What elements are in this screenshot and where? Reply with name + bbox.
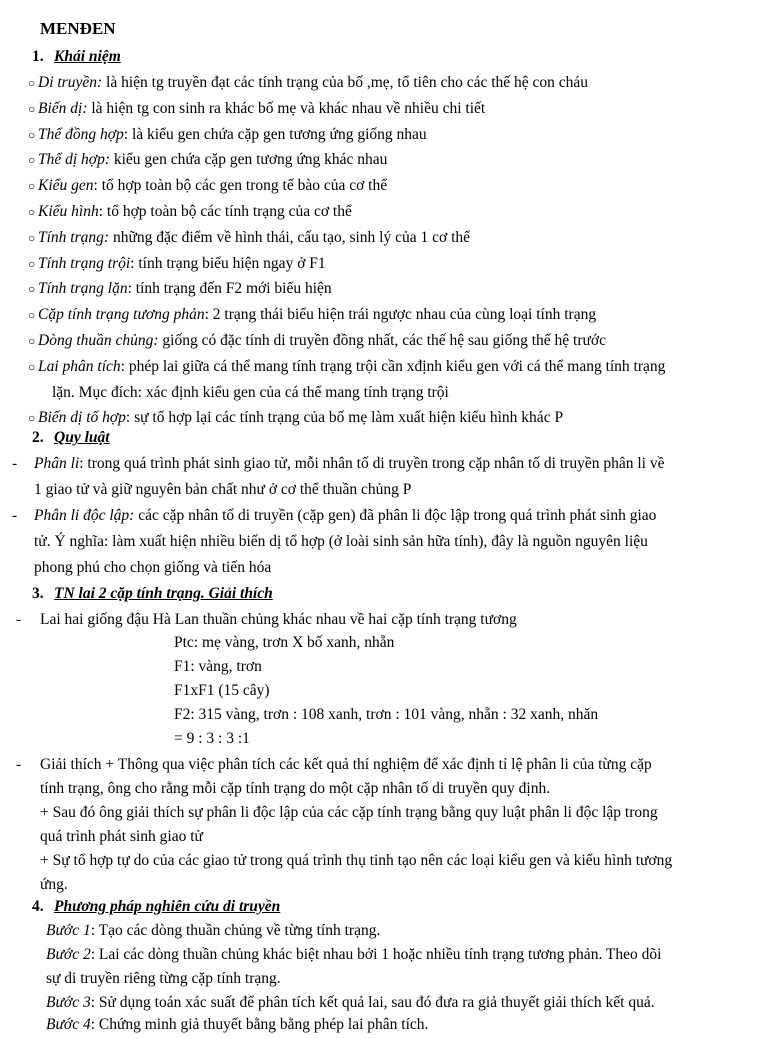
experiment-ratio: = 9 : 3 : 3 :1 bbox=[174, 730, 250, 747]
definition-item bbox=[28, 70, 760, 97]
document-title: MENĐEN bbox=[40, 19, 116, 38]
paragraph-line bbox=[34, 451, 760, 477]
definition-text: : là kiểu gen chứa cặp gen tương ứng giống nhau bbox=[123, 125, 427, 143]
section-1-heading bbox=[32, 44, 121, 70]
definition-text: : trong quá trình phát sinh giao tử, mỗi nhân tố di truyền trong cặp nhân tố di truyền phân li về bbox=[79, 455, 665, 472]
circle-bullet-icon: ○ bbox=[28, 411, 36, 426]
step-text: : Chứng minh giả thuyết bằng bằng phép lai phân tích. bbox=[90, 1016, 429, 1033]
definition-item bbox=[28, 302, 760, 329]
circle-bullet-icon: ○ bbox=[28, 127, 36, 142]
circle-bullet-icon: ○ bbox=[28, 334, 36, 348]
term: Lai phân tích bbox=[38, 357, 121, 375]
step-2-continued: sự di truyền riêng từng cặp tính trạng. bbox=[46, 970, 281, 987]
term: Dòng thuần chủng: bbox=[38, 332, 159, 349]
paragraph-line: 1 giao tử và giữ nguyên bản chất như ở cơ thể thuần chủng P bbox=[34, 481, 412, 498]
experiment-intro: Lai hai giống đậu Hà Lan thuần chủng khác nhau về hai cặp tính trạng tương bbox=[40, 611, 517, 628]
circle-bullet-icon: ○ bbox=[28, 230, 36, 245]
dash-bullet: - bbox=[16, 611, 22, 628]
paragraph-line: tử. Ý nghĩa: làm xuất hiện nhiều biến dị tổ hợp (ở loài sinh sản hữa tính), đây là nguồn nguyên liệu bbox=[34, 533, 648, 550]
definition-text: lặn. Mục đích: xác định kiểu gen của cá thể mang tính trạng trội bbox=[52, 383, 449, 401]
term: Biến dị tổ hợp bbox=[38, 409, 126, 427]
experiment-line: Ptc: mẹ vàng, trơn X bố xanh, nhẵn bbox=[174, 634, 395, 651]
experiment-line: F1: vàng, trơn bbox=[174, 658, 262, 675]
section-number: 3. bbox=[32, 585, 44, 602]
section-3-heading bbox=[32, 581, 273, 607]
term: Tính trạng lặn bbox=[38, 280, 128, 298]
section-number: 2. bbox=[32, 429, 44, 446]
step-4 bbox=[46, 1012, 760, 1038]
circle-bullet-icon: ○ bbox=[28, 282, 36, 297]
definition-text: là hiện tg con sinh ra khác bố mẹ và khác nhau về nhiều chi tiết bbox=[87, 99, 486, 117]
definition-text: các cặp nhân tố di truyền (cặp gen) đã phân li độc lập trong quá trình phát sinh giao bbox=[134, 507, 657, 524]
definition-text: giống có đặc tính di truyền đồng nhất, các thế hệ sau giống thế hệ trước bbox=[158, 332, 607, 349]
circle-bullet-icon: ○ bbox=[28, 308, 36, 323]
definition-item bbox=[28, 251, 760, 278]
experiment-line: F1xF1 (15 cây) bbox=[174, 682, 270, 699]
definition-item bbox=[28, 96, 760, 123]
circle-bullet-icon: ○ bbox=[28, 101, 36, 116]
circle-bullet-icon: ○ bbox=[28, 153, 36, 168]
term: Biến dị: bbox=[38, 99, 88, 117]
definition-item bbox=[28, 405, 760, 432]
definition-item bbox=[28, 276, 760, 303]
circle-bullet-icon: ○ bbox=[28, 359, 36, 374]
section-title: TN lai 2 cặp tính trạng. Giải thích bbox=[54, 585, 273, 602]
definition-text: : tính trạng biểu hiện ngay ở F1 bbox=[130, 254, 326, 272]
definition-item bbox=[52, 380, 760, 406]
term: Phân li bbox=[34, 455, 80, 472]
explanation-line: + Sau đó ông giải thích sự phân li độc lập của các cặp tính trạng bằng quy luật phân li độc lập trong bbox=[40, 804, 658, 821]
term: Tính trạng trội bbox=[38, 254, 131, 272]
term: Phân li độc lập: bbox=[34, 507, 135, 524]
definition-text: là hiện tg truyền đạt các tính trạng của bố ,mẹ, tổ tiên cho các thế hệ con cháu bbox=[102, 74, 589, 91]
explanation-line: ứng. bbox=[40, 876, 68, 893]
dash-bullet: - bbox=[12, 455, 18, 472]
step-label: Bước 3 bbox=[46, 994, 91, 1011]
explanation-line: + Sự tổ hợp tự do của các giao tử trong quá trình thụ tinh tạo nên các loại kiểu gen và kiểu hình tương bbox=[40, 852, 673, 869]
explanation-line: Giải thích + Thông qua việc phân tích các kết quả thí nghiệm để xác định tỉ lệ phân li của từng cặp bbox=[40, 756, 652, 773]
term: Tính trạng: bbox=[38, 228, 110, 246]
definition-item bbox=[28, 147, 760, 174]
dash-bullet: - bbox=[16, 756, 22, 773]
term: Cặp tính trạng tương phản bbox=[38, 306, 205, 324]
definition-item bbox=[28, 173, 760, 200]
step-label: Bước 4 bbox=[46, 1016, 91, 1033]
definition-text: : tổ hợp toàn bộ các gen trong tế bào của cơ thể bbox=[93, 177, 388, 195]
circle-bullet-icon: ○ bbox=[28, 76, 36, 90]
paragraph-line: phong phú cho chọn giống và tiến hóa bbox=[34, 559, 272, 576]
section-title: Phương pháp nghiên cứu di truyền bbox=[54, 898, 281, 915]
term: Thể đồng hợp bbox=[38, 125, 124, 143]
definition-text: : tổ hợp toàn bộ các tính trạng của cơ thể bbox=[98, 203, 352, 220]
step-2 bbox=[46, 942, 760, 968]
section-title: Quy luật bbox=[54, 429, 110, 446]
circle-bullet-icon: ○ bbox=[28, 179, 36, 194]
term: Kiểu gen bbox=[38, 177, 94, 195]
circle-bullet-icon: ○ bbox=[28, 256, 36, 271]
paragraph-line bbox=[34, 503, 760, 529]
definition-text: những đặc điểm về hình thái, cấu tạo, sinh lý của 1 cơ thể bbox=[109, 228, 471, 246]
definition-item bbox=[28, 199, 760, 226]
definition-text: : sự tổ hợp lại các tính trạng của bố mẹ làm xuất hiện kiểu hình khác P bbox=[125, 409, 564, 427]
definition-text: : phép lai giữa cá thể mang tính trạng trội cần xđịnh kiểu gen với cá thể mang tính trạng bbox=[120, 357, 666, 375]
step-1 bbox=[46, 918, 760, 944]
step-text: : Sử dụng toán xác suất để phân tích kết quả lai, sau đó đưa ra giả thuyết giải thích kết quả. bbox=[90, 994, 655, 1011]
section-2-heading bbox=[32, 425, 110, 451]
definition-text: : 2 trạng thái biểu hiện trái ngược nhau của cùng loại tính trạng bbox=[204, 306, 597, 324]
definition-text: : tính trạng đến F2 mới biểu hiện bbox=[127, 280, 332, 298]
definition-item bbox=[28, 122, 760, 149]
experiment-line: F2: 315 vàng, trơn : 108 xanh, trơn : 101 vàng, nhẵn : 32 xanh, nhăn bbox=[174, 706, 599, 723]
definition-item bbox=[28, 225, 760, 252]
explanation-line: quá trình phát sinh giao tử bbox=[40, 828, 203, 845]
step-text: : Lai các dòng thuần chủng khác biệt nhau bởi 1 hoặc nhiều tính trạng tương phản. Theo dõi bbox=[90, 946, 662, 963]
term: Di truyền: bbox=[38, 74, 103, 91]
section-title: Khái niệm bbox=[54, 48, 121, 65]
definition-item bbox=[28, 328, 760, 355]
dash-bullet: - bbox=[12, 507, 18, 524]
definition-item bbox=[28, 354, 760, 381]
section-number: 1. bbox=[32, 48, 44, 65]
circle-bullet-icon: ○ bbox=[28, 205, 36, 219]
explanation-line: tính trạng, ông cho rằng mỗi cặp tính trạng do một cặp nhân tố di truyền quy định. bbox=[40, 780, 551, 797]
term: Kiểu hình bbox=[38, 203, 99, 220]
step-text: : Tạo các dòng thuần chủng về từng tính trạng. bbox=[90, 922, 381, 939]
definition-text: kiểu gen chứa cặp gen tương ứng khác nhau bbox=[110, 151, 388, 169]
section-number: 4. bbox=[32, 898, 44, 915]
step-label: Bước 2 bbox=[46, 946, 91, 963]
term: Thể dị hợp: bbox=[38, 151, 110, 169]
step-label: Bước 1 bbox=[46, 922, 91, 939]
section-4-heading bbox=[32, 894, 280, 920]
